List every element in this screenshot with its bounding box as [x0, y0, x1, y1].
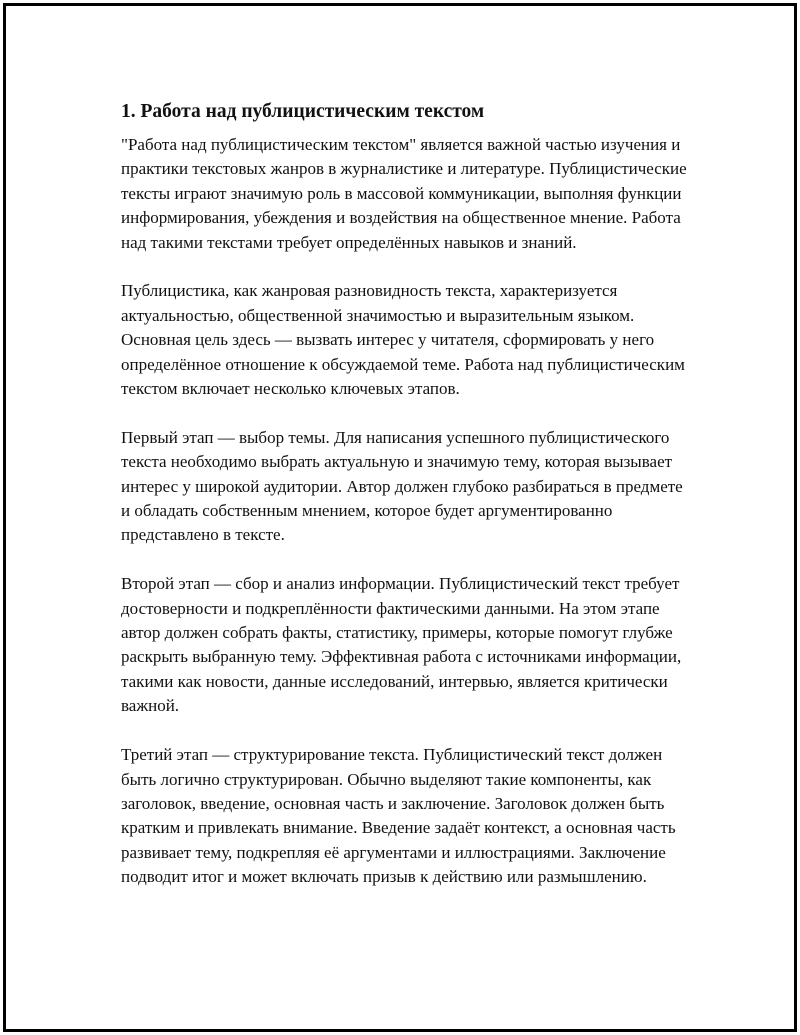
paragraph-intro: "Работа над публицистическим текстом" является важной частью изучения и практики текстовых жанров в журналистике и литературе. Публицистические тексты играют значимую роль в массовой коммуникации, выполняя функции информирования, убеждения и воздействия на общественное мнение. Работа над такими текстами требует определённых навыков и знаний.	[121, 135, 687, 252]
paragraph-stage-three: Третий этап — структурирование текста. Публицистический текст должен быть логично структурирован. Обычно выделяют такие компоненты, как заголовок, введение, основная часть и заключение. Заголовок должен быть кратким и привлекать внимание. Введение задаёт контекст, а основная часть развивает тему, подкрепляя её аргументами и иллюстрациями. Заключение подводит итог и может включать призыв к действию или размышлению.	[121, 745, 676, 887]
paragraph-publicism: Публицистика, как жанровая разновидность текста, характеризуется актуальностью, общественной значимостью и выразительным языком. Основная цель здесь — вызвать интерес у читателя, сформировать у него определённое отношение к обсуждаемой теме. Работа над публицистическим текстом включает несколько ключевых этапов.	[121, 281, 685, 399]
page-border	[3, 3, 797, 1032]
section-heading: 1. Работа над публицистическим текстом	[121, 101, 485, 122]
paragraph-stage-one: Первый этап — выбор темы. Для написания успешного публицистического текста необходимо выбрать актуальную и значимую тему, которая вызывает интерес у широкой аудитории. Автор должен глубоко разбираться в предмете и обладать собственным мнением, которое будет аргументированно представлено в тексте.	[121, 427, 683, 545]
paragraph-stage-two: Второй этап — сбор и анализ информации. Публицистический текст требует достоверности и подкреплённости фактическими данными. На этом этапе автор должен собрать факты, статистику, примеры, которые помогут глубже раскрыть выбранную тему. Эффективная работа с источниками информации, такими как новости, данные исследований, интервью, является критически важной.	[121, 574, 682, 716]
document-body	[121, 99, 693, 914]
